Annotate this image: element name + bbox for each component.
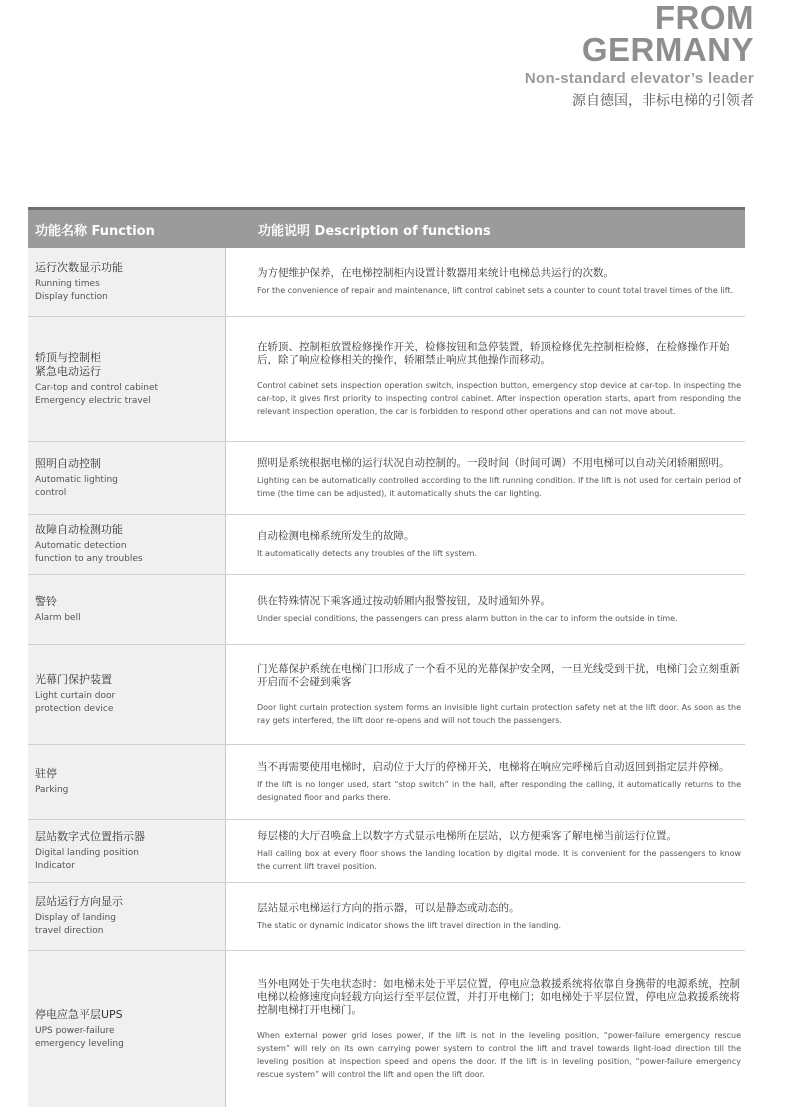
function-name-cell xyxy=(28,317,226,441)
function-name-en: Light curtain door protection device xyxy=(35,691,116,714)
function-name-cell xyxy=(28,442,226,514)
function-table xyxy=(28,207,745,1107)
description-en: It automatically detects any troubles of the lift system. xyxy=(257,548,478,558)
function-name-zh: 层站数字式位置指示器 xyxy=(35,829,145,843)
description-zh: 照明是系统根据电梯的运行状况自动控制的。一段时间（时间可调）不用电梯可以自动关闭轿厢照明。 xyxy=(257,456,730,469)
function-name-zh: 警铃 xyxy=(35,594,57,608)
function-name-cell xyxy=(28,951,226,1107)
function-description-cell xyxy=(226,645,745,744)
table-row xyxy=(28,515,745,575)
function-description-cell xyxy=(226,317,745,441)
description-en: Door light curtain protection system forms an invisible light curtain protection safety net at the lift door. As soon as the ray gets interfered, the lift door re-opens and will not touch the passengers. xyxy=(257,702,741,725)
function-name-zh: 故障自动检测功能 xyxy=(35,523,123,536)
table-row xyxy=(28,951,745,1107)
function-name-cell xyxy=(28,515,226,574)
function-description-cell xyxy=(226,883,745,950)
function-name-cell xyxy=(28,575,226,644)
function-name-zh: 照明自动控制 xyxy=(35,456,101,470)
description-en: Lighting can be automatically controlled according to the lift running condition. If the lift is not used for certain period of time (the time can be adjusted), it automatically shuts the car lighting. xyxy=(257,475,741,498)
table-row xyxy=(28,645,745,745)
table-row xyxy=(28,317,745,442)
description-en: Control cabinet sets inspection operation switch, inspection button, emergency stop device at car-top. In inspecting the car-top, it gives first priority to inspecting control cabinet. After inspection operation starts, apart from responding the relevant inspection operation, the car is forbidden to respond other operations and can not move about. xyxy=(257,380,741,416)
function-name-en: UPS power-failure emergency leveling xyxy=(35,1025,124,1049)
function-name-zh: 运行次数显示功能 xyxy=(35,260,123,274)
description-en: If the lift is no longer used, start “stop switch” in the hall, after responding the calling, it automatically returns to the designated floor and parks there. xyxy=(257,779,741,802)
brand-block xyxy=(525,2,754,110)
header-description: 功能说明 Description of functions xyxy=(258,223,491,239)
function-name-zh: 层站运行方向显示 xyxy=(35,895,123,908)
function-description-cell xyxy=(226,515,745,574)
table-row xyxy=(28,442,745,515)
function-name-en: Alarm bell xyxy=(35,612,81,623)
brand-title-line1: FROM xyxy=(654,0,754,36)
description-zh: 当外电网处于失电状态时：如电梯未处于平层位置，停电应急救援系统将依靠自身携带的电源系统，控制电梯以检修速度向轻载方向运行至平层位置，并打开电梯门；如电梯处于平层位置，停电应急救援系统将控制电梯打开电梯门。 xyxy=(257,977,740,1016)
function-description-cell xyxy=(226,575,745,644)
description-en: When external power grid loses power, if the lift is not in the leveling position, “power-failure emergency rescue system” will rely on its own carrying power system to control the lift and travel towards light-load direction till the leveling position at inspection speed and opens the door. If the lift is in leveling position, “power-failure emergency rescue system” will control the lift and open the lift door. xyxy=(257,1030,741,1079)
function-name-en: Display of landing travel direction xyxy=(35,913,116,936)
function-name-en: Parking xyxy=(35,785,69,795)
function-name-en: Automatic detection function to any troubles xyxy=(35,541,143,564)
function-name-cell xyxy=(28,745,226,819)
function-description-cell xyxy=(226,951,745,1107)
table-row xyxy=(28,575,745,645)
description-zh: 供在特殊情况下乘客通过按动轿厢内报警按钮，及时通知外界。 xyxy=(257,594,551,607)
function-name-zh: 驻停 xyxy=(35,767,57,780)
description-zh: 为方便维护保养，在电梯控制柜内设置计数器用来统计电梯总共运行的次数。 xyxy=(257,267,614,279)
function-name-cell xyxy=(28,248,226,316)
function-name-en: Running times Display function xyxy=(35,278,108,302)
header-function: 功能名称 Function xyxy=(35,223,155,239)
description-zh: 自动检测电梯系统所发生的故障。 xyxy=(257,529,415,542)
table-row xyxy=(28,820,745,883)
function-name-zh: 停电应急平层UPS xyxy=(35,1007,123,1021)
description-en: Hall calling box at every floor shows the landing location by digital mode. It is convenient for the passengers to know the current lift travel position. xyxy=(257,848,741,871)
brand-tagline-zh: 源自德国，非标电梯的引领者 xyxy=(572,93,754,109)
table-header xyxy=(28,207,745,248)
description-en: For the convenience of repair and maintenance, lift control cabinet sets a counter to count total travel times of the lift. xyxy=(257,286,734,295)
description-en: Under special conditions, the passengers can press alarm button in the car to inform the outside in time. xyxy=(257,613,678,623)
description-zh: 当不再需要使用电梯时，启动位于大厅的停梯开关，电梯将在响应完呼梯后自动返回到指定层并停梯。 xyxy=(257,760,730,773)
table-row xyxy=(28,248,745,317)
function-name-en: Car-top and control cabinet Emergency electric travel xyxy=(35,382,159,406)
description-zh: 门光幕保护系统在电梯门口形成了一个看不见的光幕保护安全网，一旦光线受到干扰，电梯门会立刻重新开启而不会碰到乘客 xyxy=(257,662,740,688)
function-name-cell xyxy=(28,820,226,882)
function-description-cell xyxy=(226,248,745,316)
function-name-zh: 轿顶与控制柜 紧急电动运行 xyxy=(35,350,101,378)
function-name-zh: 光幕门保护装置 xyxy=(35,673,112,686)
function-name-cell xyxy=(28,883,226,950)
description-zh: 每层楼的大厅召唤盒上以数字方式显示电梯所在层站，以方便乘客了解电梯当前运行位置。 xyxy=(257,829,677,842)
function-description-cell xyxy=(226,745,745,819)
brand-title-line2: GERMANY xyxy=(581,31,754,68)
function-name-en: Automatic lighting control xyxy=(35,474,118,498)
table-row xyxy=(28,883,745,951)
function-name-en: Digital landing position Indicator xyxy=(35,847,139,871)
brand-tagline-en: Non-standard elevator’s leader xyxy=(524,70,754,87)
description-zh: 在轿顶、控制柜放置检修操作开关，检修按钮和急停装置，轿顶检修优先控制柜检修，在检修操作开始后，除了响应检修相关的操作，轿厢禁止响应其他操作而移动。 xyxy=(257,340,730,366)
function-name-cell xyxy=(28,645,226,744)
table-row xyxy=(28,745,745,820)
description-zh: 层站显示电梯运行方向的指示器，可以是静态或动态的。 xyxy=(257,901,520,914)
function-description-cell xyxy=(226,442,745,514)
description-en: The static or dynamic indicator shows the lift travel direction in the landing. xyxy=(257,920,562,930)
function-description-cell xyxy=(226,820,745,882)
